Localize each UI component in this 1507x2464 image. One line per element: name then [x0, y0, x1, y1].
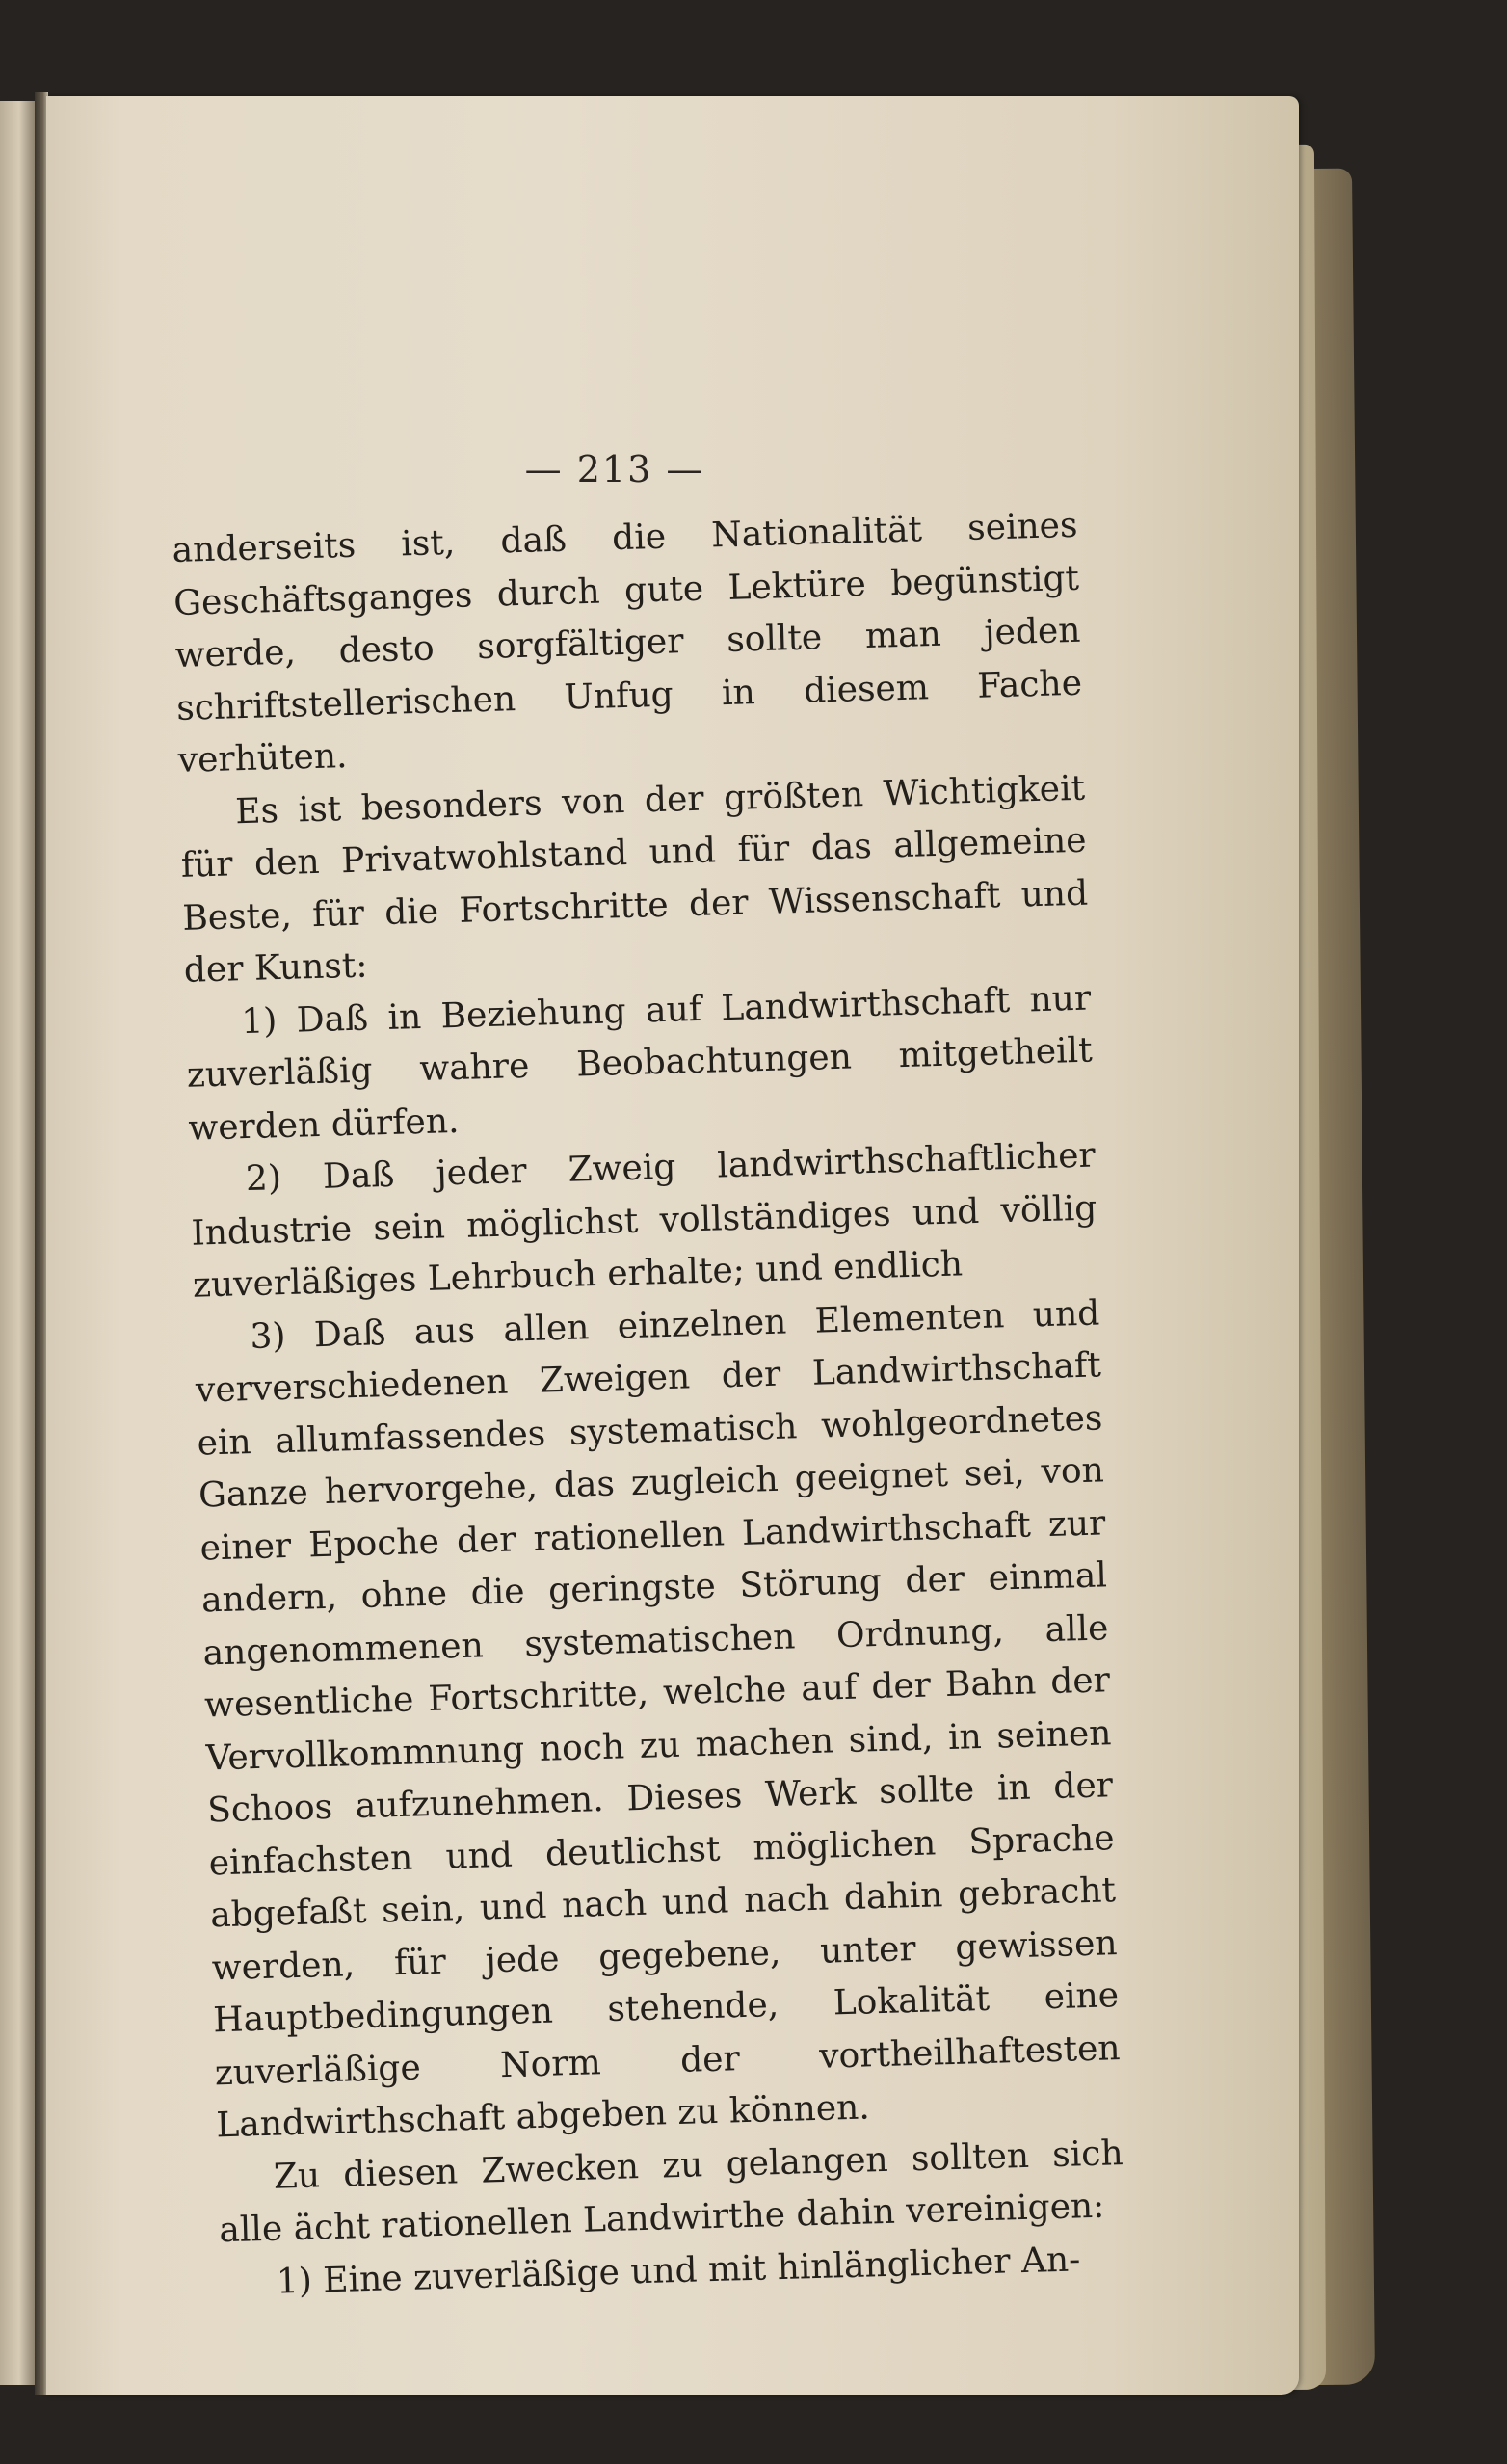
page-number: — 213 — [524, 448, 705, 490]
paragraph-2: Es ist besonders von der größten Wichtigkeit für den Privatwohlstand und für das allgemeine Beste, für die Fortschritte der Wissenschaft und der Kunst: [180, 768, 1089, 991]
list-item-2: 2) Daß jeder Zweig landwirthschaftlicher Industrie sein möglichst vollständiges und völlig zuverläßiges Lehrbuch erhalte; und endlich [190, 1135, 1097, 1306]
list-item-continued-1: 1) Eine zuverläßige und mit hinlänglicher An- [276, 2239, 1081, 2302]
paragraph-1: anderseits ist, daß die Nationalität seines Geschäftsganges durch gute Lektüre begünstigt werde, desto sorgfältiger sollte man jeden schriftstellerischen Unfug in diesem Fache verhüten. [172, 505, 1083, 781]
facing-page-edge [0, 101, 35, 2385]
book-page [46, 96, 1299, 2395]
paragraph-3: Zu diesen Zwecken zu gelangen sollten sich alle ächt rationellen Landwirthe dahin vereinigen: [218, 2133, 1124, 2251]
body-text [172, 500, 1126, 2311]
list-item-1: 1) Daß in Beziehung auf Landwirthschaft nur zuverläßig wahre Beobachtungen mitgetheilt werden dürfen. [186, 978, 1094, 1149]
list-item-3: 3) Daß aus allen einzelnen Elementen und ververschiedenen Zweigen der Landwirthschaft ein allumfassendes systematisch wohlgeordnetes Ganze hervorgehe, das zugleich geeignet sei, von einer Epoche der rationellen Landwirthschaft zur andern, ohne die geringste Störung der einmal angenommenen systematischen Ordnung, alle wesentliche Fortschritte, welche auf der Bahn der Vervollkommnung noch zu machen sind, in seinen Schoos aufzunehmen. Dieses Werk sollte in der einfachsten und deutlichst möglichen Sprache abgefaßt sein, und nach und nach dahin gebracht werden, für jede gegebene, unter gewissen Hauptbedingungen stehende, Lokalität eine zuverläßige Norm der vortheilhaftesten Landwirthschaft abgeben zu können. [195, 1292, 1122, 2146]
